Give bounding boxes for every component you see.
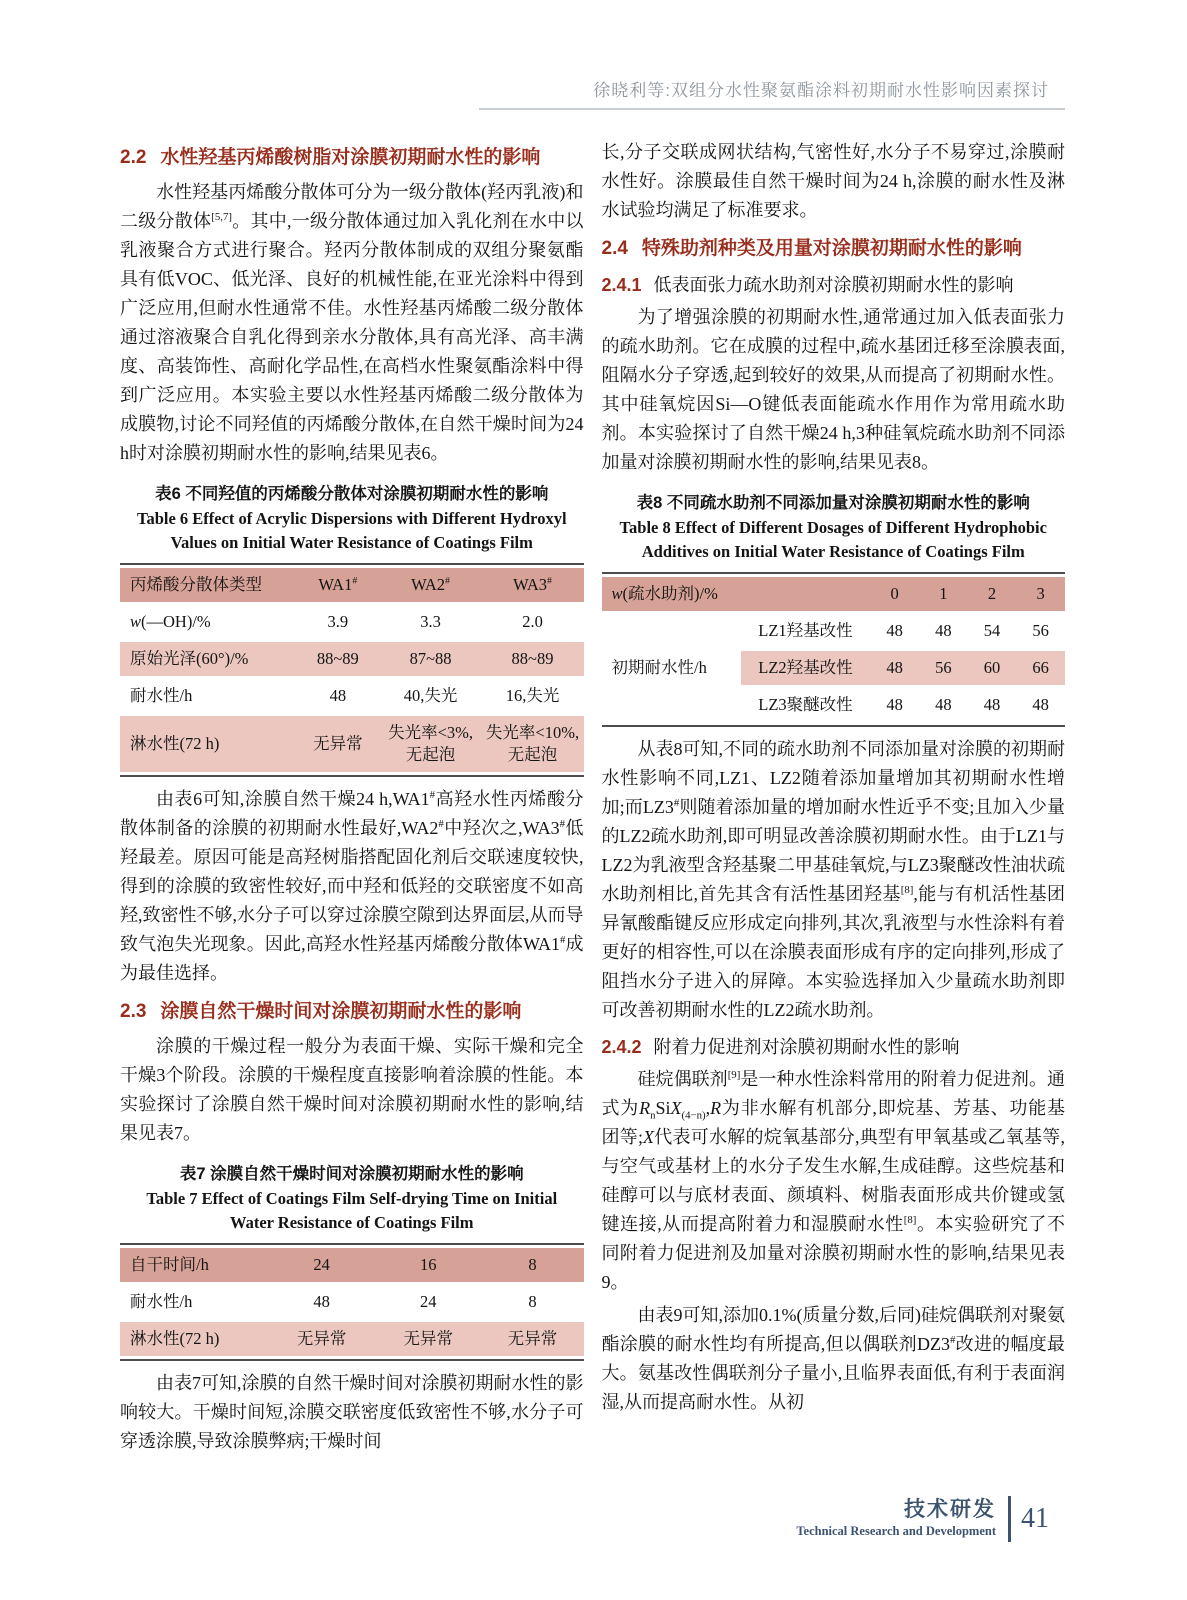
table-cell: 无异常 <box>296 1329 347 1348</box>
section-number: 2.4.1 <box>601 275 642 295</box>
table-cell: 1 <box>919 577 968 611</box>
table-cell: LZ2羟基改性 <box>741 651 871 685</box>
footer-section-zh: 技术研发 <box>904 1498 996 1521</box>
paragraph-table9-discussion: 由表9可知,添加0.1%(质量分数,后同)硅烷偶联剂对聚氨酯涂膜的耐水性均有所提高,但以偶联剂DZ3#改进的幅度最大。氨基改性偶联剂分子量小,且临界表面低,有利于表面润湿,从而提高耐水性。从初 <box>601 1305 1066 1412</box>
table-row <box>120 605 584 639</box>
table-cell: 淋水性(72 h) <box>130 1329 220 1348</box>
section-title: 低表面张力疏水助剂对涂膜初期耐水性的影响 <box>653 275 1014 295</box>
table-cell: 3 <box>1016 577 1065 611</box>
table-row <box>120 716 584 772</box>
table-cell: 24 <box>313 1255 330 1274</box>
table-cell: 8 <box>528 1292 537 1311</box>
table8-caption-zh: 表8 不同疏水助剂不同添加量对涂膜初期耐水性的影响 <box>636 494 1030 512</box>
section-number: 2.4.2 <box>601 1037 642 1057</box>
table-cell: 48 <box>983 695 1001 714</box>
table-cell: 8 <box>528 1255 537 1274</box>
table-cell: 48 <box>886 695 903 714</box>
section-title: 水性羟基丙烯酸树脂对涂膜初期耐水性的影响 <box>160 147 541 168</box>
table-row <box>120 1285 584 1319</box>
section-number: 2.3 <box>120 1001 147 1022</box>
table-cell: LZ3聚醚改性 <box>758 695 853 714</box>
table-cell: 无异常 <box>313 734 363 753</box>
footer-section <box>796 1498 996 1540</box>
table-cell: 88~89 <box>316 649 359 668</box>
table7-caption-en: Table 7 Effect of Coatings Film Self-drying Time on Initial Water Resistance of Coatings Film <box>146 1189 558 1232</box>
table-cell: 无异常 <box>403 1329 453 1348</box>
table-cell: 54 <box>983 621 1001 640</box>
section-title: 附着力促进剂对涂膜初期耐水性的影响 <box>653 1037 960 1057</box>
table-cell: 耐水性/h <box>130 686 193 705</box>
section-title: 特殊助剂种类及用量对涂膜初期耐水性的影响 <box>641 238 1022 259</box>
table-cell: 16,失光 <box>505 686 560 705</box>
table-row <box>120 1248 584 1282</box>
table-row <box>120 679 584 713</box>
table-cell: 48 <box>313 1292 330 1311</box>
column-right <box>602 134 1066 1460</box>
table-cell: 3.9 <box>327 612 349 631</box>
table-cell: 48 <box>935 695 952 714</box>
table-cell: 88~89 <box>511 649 554 668</box>
table-cell: 原始光泽(60°)/% <box>130 649 249 668</box>
paragraph-s23: 涂膜的干燥过程一般分为表面干燥、实际干燥和完全干燥3个阶段。涂膜的干燥程度直接影响着涂膜的性能。本实验探讨了涂膜自然干燥时间对涂膜初期耐水性的影响,结果见表7。 <box>120 1036 584 1143</box>
table-cell: 初期耐水性/h <box>611 658 707 677</box>
table-cell: 48 <box>935 621 952 640</box>
paragraph-table7-discussion: 由表7可知,涂膜的自然干燥时间对涂膜初期耐水性的影响较大。干燥时间短,涂膜交联密度低致密性不够,水分子可穿透涂膜,导致涂膜弊病;干燥时间 <box>120 1373 584 1451</box>
header-rule <box>479 108 1065 110</box>
table-cell: 60 <box>968 651 1017 685</box>
table-cell: w(疏水助剂)/% <box>602 577 871 611</box>
table-row <box>602 577 1066 611</box>
running-title: 徐晓利等:双组分水性聚氨酯涂料初期耐水性影响因素探讨 <box>593 81 1049 100</box>
table-cell: 0 <box>870 577 919 611</box>
table-cell: 48 <box>870 651 919 685</box>
table-cell: 56 <box>1032 621 1049 640</box>
table-cell: WA2# <box>411 575 450 594</box>
table-row <box>602 614 1066 648</box>
table6-caption <box>126 482 578 555</box>
table8-caption-en: Table 8 Effect of Different Dosages of Different Hydrophobic Additives on Initial Water Resistance of Coatings Film <box>619 518 1047 561</box>
table-cell: 淋水性(72 h) <box>130 734 220 753</box>
table-cell: 3.3 <box>420 612 441 631</box>
table8-caption <box>608 491 1060 564</box>
table-cell: 无异常 <box>507 1329 558 1348</box>
footer-divider <box>1008 1496 1011 1542</box>
table6-caption-en: Table 6 Effect of Acrylic Dispersions with Different Hydroxyl Values on Initial Water Resistance of Coatings Film <box>136 509 567 552</box>
footer-section-en: Technical Research and Development <box>796 1524 996 1538</box>
table-7 <box>120 1243 584 1361</box>
paragraph-continuation: 长,分子交联成网状结构,气密性好,水分子不易穿过,涂膜耐水性好。涂膜最佳自然干燥时间为24 h,涂膜的耐水性及淋水试验均满足了标准要求。 <box>601 142 1065 220</box>
table-cell: w(—OH)/% <box>130 612 211 631</box>
table-cell: 24 <box>419 1292 437 1311</box>
paragraph-s242: 硅烷偶联剂[9]是一种水性涂料常用的附着力促进剂。通式为$R_nSiX_{(4-n)},R$为非水解有机部分,即烷基、芳基、功能基团等;X代表可水解的烷氧基部分,典型有甲氧基或乙氧基等,与空气或基材上的水分子发生水解,生成硅醇。这些烷基和硅醇可以与底材表面、颜填料、树脂表面形成共价键或氢键连接,从而提高附着力和湿膜耐水性[8]。本实验研究了不同附着力促进剂及加量对涂膜初期耐水性的影响,结果见表9。 <box>601 1069 1066 1292</box>
section-number: 2.4 <box>601 238 628 259</box>
section-number: 2.2 <box>120 147 147 168</box>
section-title: 涂膜自然干燥时间对涂膜初期耐水性的影响 <box>160 1001 522 1022</box>
table-cell: 56 <box>919 651 968 685</box>
section-heading-2-4 <box>602 235 1066 263</box>
table-cell: 失光率<3%,无起泡 <box>388 723 473 764</box>
paragraph-table8-discussion: 从表8可知,不同的疏水助剂不同添加量对涂膜的初期耐水性影响不同,LZ1、LZ2随着添加量增加其初期耐水性增加;而LZ3#则随着添加量的增加耐水性近乎不变;且加入少量的LZ2疏水助剂,即可明显改善涂膜初期耐水性。由于LZ1与LZ2为乳液型含羟基聚二甲基硅氧烷,与LZ3聚醚改性油状疏水助剂相比,首先其含有活性基团羟基[8],能与有机活性基团异氰酸酯键反应形成定向排列,其次,乳液型与水性涂料有着更好的相容性,可以在涂膜表面形成有序的定向排列,形成了阻挡水分子进入的屏障。本实验选择加入少量疏水助剂即可改善初期耐水性的LZ2疏水助剂。 <box>601 739 1066 1020</box>
table7-caption <box>126 1162 578 1235</box>
table-cell: 40,失光 <box>403 686 458 705</box>
table-cell: 2 <box>968 577 1017 611</box>
paragraph-s22: 水性羟基丙烯酸分散体可分为一级分散体(羟丙乳液)和二级分散体[5,7]。其中,一级分散体通过加入乳化剂在水中以乳液聚合方式进行聚合。羟丙分散体制成的双组分聚氨酯具有低VOC、低光泽、良好的机械性能,在亚光涂料中得到广泛应用,但耐水性通常不佳。水性羟基丙烯酸二级分散体通过溶液聚合自乳化得到亲水分散体,具有高光泽、高丰满度、高装饰性、高耐化学品性,在高档水性聚氨酯涂料中得到广泛应用。本实验主要以水性羟基丙烯酸二级分散体为成膜物,讨论不同羟值的丙烯酸分散体,在自然干燥时间为24 h时对涂膜初期耐水性的影响,结果见表6。 <box>120 182 584 463</box>
column-left <box>120 134 584 1460</box>
table-cell: 48 <box>886 621 903 640</box>
running-header <box>120 76 1065 110</box>
section-heading-2-3 <box>120 998 584 1026</box>
table-cell: 48 <box>1032 695 1049 714</box>
section-heading-2-2 <box>120 144 584 172</box>
table-cell: 48 <box>329 686 347 705</box>
table-row <box>120 642 584 676</box>
table-cell: 失光率<10%,无起泡 <box>485 723 580 764</box>
table-cell: 丙烯酸分散体类型 <box>130 575 262 594</box>
table6-caption-zh: 表6 不同羟值的丙烯酸分散体对涂膜初期耐水性的影响 <box>155 485 549 503</box>
table-cell: 2.0 <box>522 612 543 631</box>
paragraph-table6-discussion: 由表6可知,涂膜自然干燥24 h,WA1#高羟水性丙烯酸分散体制备的涂膜的初期耐水性最好,WA2#中羟次之,WA3#低羟最差。原因可能是高羟树脂搭配固化剂后交联速度较快,得到的涂膜的致密性较好,而中羟和低羟的交联密度不如高羟,致密性不够,水分子可以穿过涂膜空隙到达界面层,从而导致气泡失光现象。因此,高羟水性羟基丙烯酸分散体WA1#成为最佳选择。 <box>120 789 584 983</box>
table-8 <box>602 572 1066 727</box>
table-cell: LZ1羟基改性 <box>758 621 853 640</box>
table7-caption-zh: 表7 涂膜自然干燥时间对涂膜初期耐水性的影响 <box>179 1165 524 1183</box>
table-cell: 耐水性/h <box>130 1292 193 1311</box>
table-cell: 16 <box>419 1255 437 1274</box>
page-number: 41 <box>1021 1503 1049 1534</box>
table-row <box>120 1322 584 1356</box>
section-heading-2-4-2 <box>602 1033 1066 1061</box>
table-cell: 87~88 <box>409 649 452 668</box>
table-cell: 66 <box>1016 651 1065 685</box>
table-cell: 自干时间/h <box>130 1255 209 1274</box>
section-heading-2-4-1 <box>602 271 1066 299</box>
table-cell: WA3# <box>513 575 552 594</box>
table-row <box>120 568 584 602</box>
table-cell: WA1# <box>318 575 358 594</box>
table-6 <box>120 563 584 777</box>
page-footer <box>796 1496 1049 1542</box>
two-column-body <box>120 134 1065 1460</box>
paragraph-s241: 为了增强涂膜的初期耐水性,通常通过加入低表面张力的疏水助剂。它在成膜的过程中,疏水基团迁移至涂膜表面,阻隔水分子穿透,起到较好的效果,从而提高了初期耐水性。其中硅氧烷因Si—O键低表面能疏水作用作为常用疏水助剂。本实验探讨了自然干燥24 h,3种硅氧烷疏水助剂不同添加量对涂膜初期耐水性的影响,结果见表8。 <box>601 307 1065 472</box>
